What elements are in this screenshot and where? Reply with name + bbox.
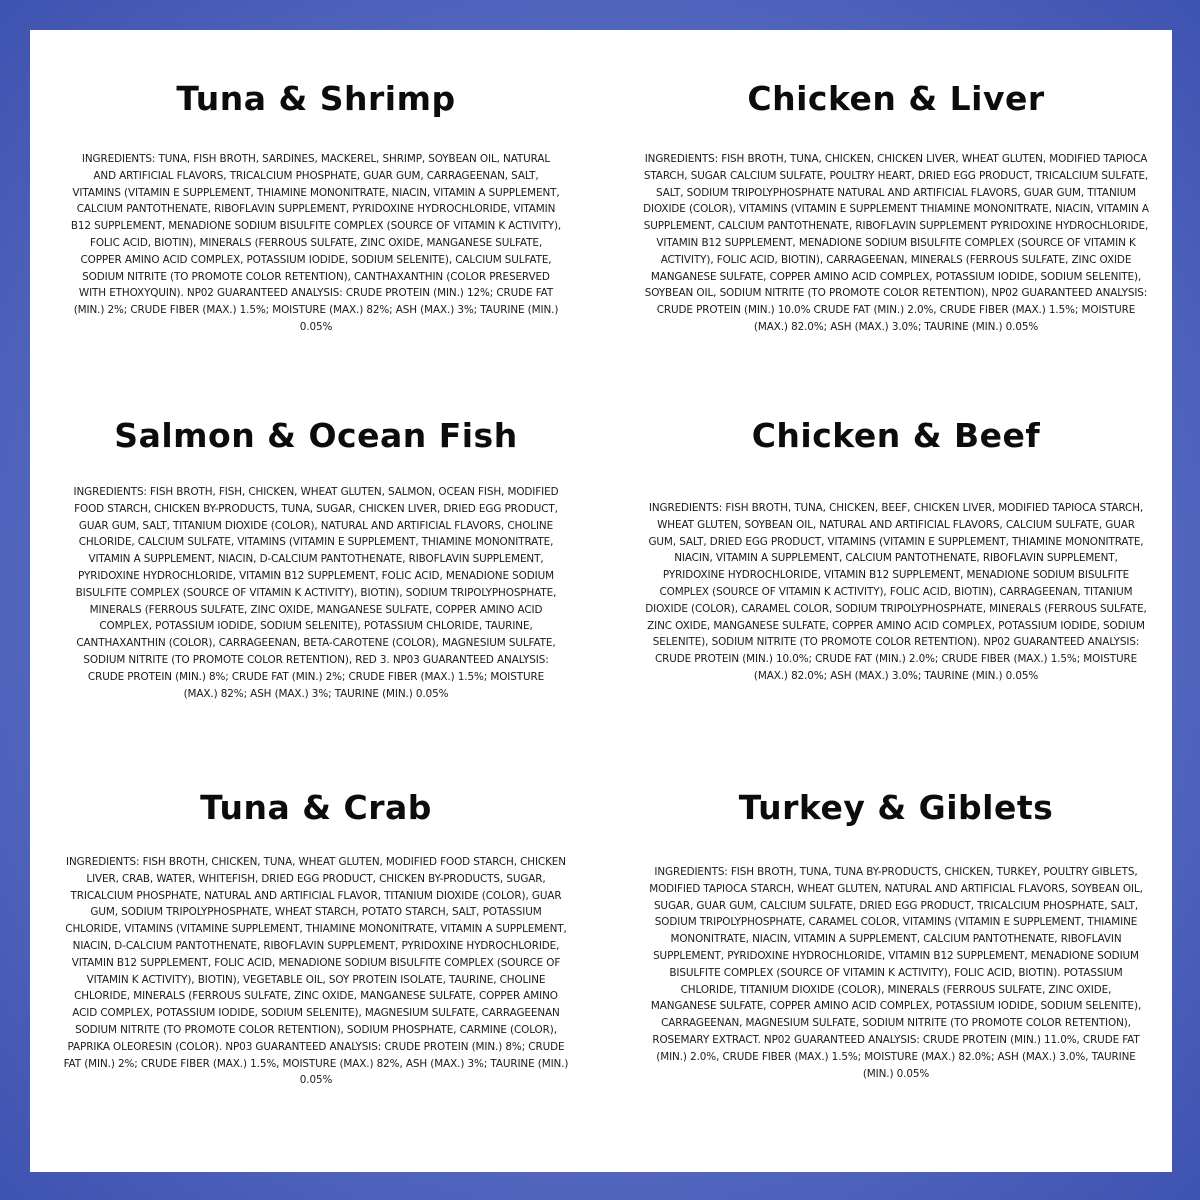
- recipe-ingredients: INGREDIENTS: FISH BROTH, FISH, CHICKEN, WHEAT GLUTEN, SALMON, OCEAN FISH, MODIFIED FOOD STARCH, CHICKEN BY-PRODUCTS, TUNA, SUGAR, CHICKEN LIVER, DRIED EGG PRODUCT, GUAR GUM, SALT, TITANIUM DIOXIDE (COLOR), NATURAL AND ARTIFICIAL FLAVORS, CHOLINE CHLORIDE, CALCIUM SULFATE, VITAMINS (VITAMIN E SUPPLEMENT, THIAMINE MONONITRATE, VITAMIN A SUPPLEMENT, NIACIN, D-CALCIUM PANTOTHENATE, RIBOFLAVIN SUPPLEMENT, PYRIDOXINE HYDROCHLORIDE, VITAMIN B12 SUPPLEMENT, FOLIC ACID, MENADIONE SODIUM BISULFITE COMPLEX (SOURCE OF VITAMIN K ACTIVITY), BIOTIN), SODIUM TRIPOLYPHOSPHATE, MINERALS (FERROUS SULFATE, ZINC OXIDE, MANGANESE SULFATE, COPPER AMINO ACID COMPLEX, POTASSIUM IODIDE, SODIUM SELENITE), POTASSIUM CHLORIDE, TAURINE, CANTHAXANTHIN (COLOR), CARRAGEENAN, BETA-CAROTENE (COLOR), MAGNESIUM SULFATE, SODIUM NITRITE (TO PROMOTE COLOR RETENTION), RED 3. NP03 GUARANTEED ANALYSIS: CRUDE PROTEIN (MIN.) 8%; CRUDE FAT (MIN.) 2%; CRUDE FIBER (MAX.) 1.5%; MOISTURE (MAX.) 82%; ASH (MAX.) 3%; TAURINE (MIN.) 0.05%: [73, 486, 559, 700]
- recipe-card-chicken-liver: [636, 79, 1156, 336]
- recipe-ingredients: INGREDIENTS: TUNA, FISH BROTH, SARDINES, MACKEREL, SHRIMP, SOYBEAN OIL, NATURAL AND ARTIFICIAL FLAVORS, TRICALCIUM PHOSPHATE, GUAR GUM, CARRAGEENAN, SALT, VITAMINS (VITAMIN E SUPPLEMENT, THIAMINE MONONITRATE, NIACIN, VITAMIN A SUPPLEMENT, CALCIUM PANTOTHENATE, RIBOFLAVIN SUPPLEMENT, PYRIDOXINE HYDROCHLORIDE, VITAMIN B12 SUPPLEMENT, MENADIONE SODIUM BISULFITE COMPLEX (SOURCE OF VITAMIN K ACTIVITY), FOLIC ACID, BIOTIN), MINERALS (FERROUS SULFATE, ZINC OXIDE, MANGANESE SULFATE, COPPER AMINO ACID COMPLEX, POTASSIUM IODIDE, SODIUM SELENITE), CALCIUM SULFATE, SODIUM NITRITE (TO PROMOTE COLOR RETENTION), CANTHAXANTHIN (COLOR PRESERVED WITH ETHOXYQUIN). NP02 GUARANTEED ANALYSIS: CRUDE PROTEIN (MIN.) 12%; CRUDE FAT (MIN.) 2%; CRUDE FIBER (MAX.) 1.5%; MOISTURE (MAX.) 82%; ASH (MAX.) 3%; TAURINE (MIN.) 0.05%: [70, 153, 562, 333]
- recipe-card-turkey-giblets: [636, 788, 1156, 1082]
- recipe-ingredients: INGREDIENTS: FISH BROTH, TUNA, CHICKEN, CHICKEN LIVER, WHEAT GLUTEN, MODIFIED TAPIOCA STARCH, SUGAR CALCIUM SULFATE, POULTRY HEART, DRIED EGG PRODUCT, TRICALCIUM SULFATE, SALT, SODIUM TRIPOLYPHOSPHATE NATURAL AND ARTIFICIAL FLAVORS, GUAR GUM, TITANIUM DIOXIDE (COLOR), VITAMINS (VITAMIN E SUPPLEMENT THIAMINE MONONITRATE, NIACIN, VITAMIN A SUPPLEMENT, CALCIUM PANTOTHENATE, RIBOFLAVIN SUPPLEMENT PYRIDOXINE HYDROCHLORIDE, VITAMIN B12 SUPPLEMENT, MENADIONE SODIUM BISULFITE COMPLEX (SOURCE OF VITAMIN K ACTIVITY), FOLIC ACID, BIOTIN), CARRAGEENAN, MINERALS (FERROUS SULFATE, ZINC OXIDE MANGANESE SULFATE, COPPER AMINO ACID COMPLEX, POTASSIUM IODIDE, SODIUM SELENITE), SOYBEAN OIL, SODIUM NITRITE (TO PROMOTE COLOR RETENTION), NP02 GUARANTEED ANALYSIS: CRUDE PROTEIN (MIN.) 10.0% CRUDE FAT (MIN.) 2.0%, CRUDE FIBER (MAX.) 1.5%; MOISTURE (MAX.) 82.0%; ASH (MAX.) 3.0%; TAURINE (MIN.) 0.05%: [643, 153, 1149, 333]
- recipe-card-salmon-ocean-fish: [56, 416, 576, 702]
- recipe-card-tuna-shrimp: [56, 79, 576, 336]
- recipe-title: Tuna & Shrimp: [176, 79, 456, 118]
- recipe-title: Tuna & Crab: [200, 788, 432, 827]
- recipe-title: Chicken & Beef: [751, 416, 1041, 455]
- recipe-title: Turkey & Giblets: [738, 788, 1054, 827]
- recipe-ingredients: INGREDIENTS: FISH BROTH, TUNA, CHICKEN, BEEF, CHICKEN LIVER, MODIFIED TAPIOCA STARCH, WHEAT GLUTEN, SOYBEAN OIL, NATURAL AND ARTIFICIAL FLAVORS, CALCIUM SULFATE, GUAR GUM, SALT, DRIED EGG PRODUCT, VITAMINS (VITAMIN E SUPPLEMENT, THIAMINE MONONITRATE, NIACIN, VITAMIN A SUPPLEMENT, CALCIUM PANTOTHENATE, RIBOFLAVIN SUPPLEMENT, PYRIDOXINE HYDROCHLORIDE, VITAMIN B12 SUPPLEMENT, MENADIONE SODIUM BISULFITE COMPLEX (SOURCE OF VITAMIN K ACTIVITY), FOLIC ACID, BIOTIN), CARRAGEENAN, TITANIUM DIOXIDE (COLOR), CARAMEL COLOR, SODIUM TRIPOLYPHOSPHATE, MINERALS (FERROUS SULFATE, ZINC OXIDE, MANGANESE SULFATE, COPPER AMINO ACID COMPLEX, POTASSIUM IODIDE, SODIUM SELENITE), SODIUM NITRITE (TO PROMOTE COLOR RETENTION). NP02 GUARANTEED ANALYSIS: CRUDE PROTEIN (MIN.) 10.0%; CRUDE FAT (MIN.) 2.0%; CRUDE FIBER (MAX.) 1.5%; MOISTURE (MAX.) 82.0%; ASH (MAX.) 3.0%; TAURINE (MIN.) 0.05%: [645, 502, 1147, 682]
- recipe-ingredients: INGREDIENTS: FISH BROTH, TUNA, TUNA BY-PRODUCTS, CHICKEN, TURKEY, POULTRY GIBLETS, MODIFIED TAPIOCA STARCH, WHEAT GLUTEN, NATURAL AND ARTIFICIAL FLAVORS, SOYBEAN OIL, SUGAR, GUAR GUM, CALCIUM SULFATE, DRIED EGG PRODUCT, TRICALCIUM PHOSPHATE, SALT, SODIUM TRIPOLYPHOSPHATE, CARAMEL COLOR, VITAMINS (VITAMIN E SUPPLEMENT, THIAMINE MONONITRATE, NIACIN, VITAMIN A SUPPLEMENT, CALCIUM PANTOTHENATE, RIBOFLAVIN SUPPLEMENT, PYRIDOXINE HYDROCHLORIDE, VITAMIN B12 SUPPLEMENT, MENADIONE SODIUM BISULFITE COMPLEX (SOURCE OF VITAMIN K ACTIVITY), FOLIC ACID, BIOTIN). POTASSIUM CHLORIDE, TITANIUM DIOXIDE (COLOR), MINERALS (FERROUS SULFATE, ZINC OXIDE, MANGANESE SULFATE, COPPER AMINO ACID COMPLEX, POTASSIUM IODIDE, SODIUM SELENITE), CARRAGEENAN, MAGNESIUM SULFATE, SODIUM NITRITE (TO PROMOTE COLOR RETENTION), ROSEMARY EXTRACT. NP02 GUARANTEED ANALYSIS: CRUDE PROTEIN (MIN.) 11.0%, CRUDE FAT (MIN.) 2.0%, CRUDE FIBER (MAX.) 1.5%; MOISTURE (MAX.) 82.0%; ASH (MAX.) 3.0%, TAURINE (MIN.) 0.05%: [649, 866, 1143, 1080]
- recipe-card-chicken-beef: [636, 416, 1156, 685]
- recipe-title: Chicken & Liver: [747, 79, 1045, 118]
- ingredients-panel: [30, 30, 1172, 1172]
- recipe-card-tuna-crab: [56, 788, 576, 1089]
- recipe-ingredients: INGREDIENTS: FISH BROTH, CHICKEN, TUNA, WHEAT GLUTEN, MODIFIED FOOD STARCH, CHICKEN LIVER, CRAB, WATER, WHITEFISH, DRIED EGG PRODUCT, CHICKEN BY-PRODUCTS, SUGAR, TRICALCIUM PHOSPHATE, NATURAL AND ARTIFICIAL FLAVOR, TITANIUM DIOXIDE (COLOR), GUAR GUM, SODIUM TRIPOLYPHOSPHATE, WHEAT STARCH, POTATO STARCH, SALT, POTASSIUM CHLORIDE, VITAMINS (VITAMINE SUPPLEMENT, THIAMINE MONONITRATE, VITAMIN A SUPPLEMENT, NIACIN, D-CALCIUM PANTOTHENATE, RIBOFLAVIN SUPPLEMENT, PYRIDOXINE HYDROCHLORIDE, VITAMIN B12 SUPPLEMENT, FOLIC ACID, MENADIONE SODIUM BISULFITE COMPLEX (SOURCE OF VITAMIN K ACTIVITY), BIOTIN), VEGETABLE OIL, SOY PROTEIN ISOLATE, TAURINE, CHOLINE CHLORIDE, MINERALS (FERROUS SULFATE, ZINC OXIDE, MANGANESE SULFATE, COPPER AMINO ACID COMPLEX, POTASSIUM IODIDE, SODIUM SELENITE), MAGNESIUM SULFATE, CARRAGEENAN SODIUM NITRITE (TO PROMOTE COLOR RETENTION), SODIUM PHOSPHATE, CARMINE (COLOR), PAPRIKA OLEORESIN (COLOR). NP03 GUARANTEED ANALYSIS: CRUDE PROTEIN (MIN.) 8%; CRUDE FAT (MIN.) 2%; CRUDE FIBER (MAX.) 1.5%, MOISTURE (MAX.) 82%, ASH (MAX.) 3%; TAURINE (MIN.) 0.05%: [63, 856, 569, 1087]
- recipe-title: Salmon & Ocean Fish: [114, 416, 518, 455]
